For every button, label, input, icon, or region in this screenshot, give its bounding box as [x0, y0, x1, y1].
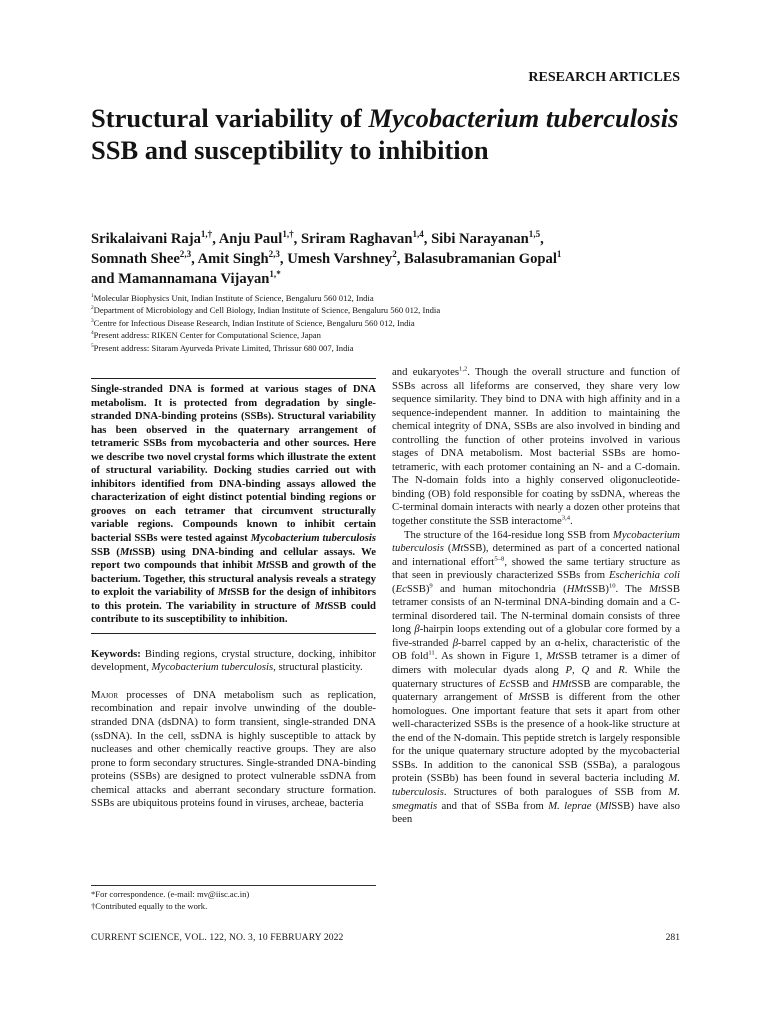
section-label: RESEARCH ARTICLES	[528, 70, 680, 85]
author-affiliation-mark: 1,5	[528, 229, 541, 240]
author-name: Balasubramanian Gopal	[404, 251, 557, 267]
affiliation-mark: 2	[91, 305, 94, 312]
affiliation-mark: 3	[91, 317, 94, 324]
affiliation-text: Present address: Sitaram Ayurveda Private Limited, Thrissur 680 007, India	[93, 342, 354, 353]
footnotes	[91, 885, 376, 912]
affiliation-line	[91, 317, 681, 329]
affiliation-line	[91, 304, 681, 316]
author-name: Somnath Shee	[91, 251, 180, 267]
article-title: Structural variability of Mycobacterium tuberculosis SSB and susceptibility to inhibition	[91, 103, 679, 165]
affiliation-text: Centre for Infectious Disease Research, Indian Institute of Science, Bengaluru 560 012, India	[93, 317, 415, 328]
author-affiliation-mark: 1	[556, 249, 562, 260]
affiliation-line	[91, 342, 681, 354]
author-separator: ,	[191, 251, 198, 267]
author-separator: ,	[279, 251, 288, 267]
affiliation-text: Department of Microbiology and Cell Biology, Indian Institute of Science, Bengaluru 560 012, India	[93, 305, 441, 316]
affiliation-mark: 5	[91, 342, 94, 349]
author-list	[91, 229, 681, 289]
footnote-correspondence: *For correspondence. (e-mail: mv@iisc.ac.in)	[91, 889, 250, 899]
author-affiliation-mark: 2,3	[268, 249, 280, 260]
keywords: Keywords: Binding regions, crystal structure, docking, inhibitor development, Mycobacterium tuberculosis, structural plasticity.	[91, 647, 376, 674]
affiliation-text: Molecular Biophysics Unit, Indian Institute of Science, Bengaluru 560 012, India	[93, 293, 374, 303]
right-column	[392, 366, 680, 827]
affiliations	[91, 292, 681, 354]
author-affiliation-mark: 1,†	[282, 229, 294, 240]
author-separator: ,	[423, 231, 432, 247]
affiliation-mark: 4	[91, 330, 94, 337]
author-separator: ,	[540, 231, 544, 247]
author-separator: ,	[396, 251, 405, 267]
abstract: Single-stranded DNA is formed at various stages of DNA metabolism. It is protected from degradation by single-stranded DNA-binding proteins (SSBs). Structural variability has been observed in the quaternary arrangement of tetrameric SSBs from mycobacteria and other sources. Here we describe two novel crystal forms which illustrate the extent of structural variability. Docking studies carried out with inhibitors identified from DNA-binding assays allowed the characterization of eight distinct potential binding regions or grooves on each tetramer that circumvent structurally variable regions. Compounds known to inhibit certain bacterial SSBs were tested against Mycobacterium tuberculosis SSB (MtSSB) using DNA-binding and cellular assays. We report two compounds that inhibit MtSSB and growth of the bacterium. Together, this structural analysis reveals a strategy to exploit the variability of MtSSB for the design of inhibitors to this protein. The variability in structure of MtSSB could contribute to its susceptibility to inhibition.	[91, 378, 376, 634]
author-affiliation-mark: 1,4	[412, 229, 424, 240]
author-affiliation-mark: 2	[392, 249, 397, 260]
body-paragraph-2: The structure of the 164-residue long SSB from Mycobacterium tuberculosis (MtSSB), determined as part of a concerted national and international effort$^{5-8}$, showed the same tertiary structure as that seen in previously characterized SSBs from Escherichia coli (EcSSB)$^9$ and human mitochondria (HMtSSB)$^{10}$. The MtSSB tetramer consists of an N-terminal DNA-binding domain and a C-terminal disordered tail. The N-terminal domain consists of three long β-hairpin loops extending out of a globular core formed by a five-stranded β-barrel capped by an α-helix, characteristic of the OB fold$^{11}$. As shown in Figure 1, MtSSB tetramer is a dimer of dimers with molecular dyads along P, Q and R. While the quaternary structures of EcSSB and HMtSSB are comparable, the quaternary arrangement of MtSSB is different from the other homologues. One important feature that sets it apart from other well-characterized SSBs is the presence of a hook-like structure at the end of the N-domain. This peptide stretch is largely responsible for the unique quaternary structure adopted by the mycobacterial SSBs. In addition to the canonical SSB (SSBa), a paralogous protein (SSBb) has been found in several bacteria including M. tuberculosis. Structures of both paralogues of SSB from M. smegmatis and that of SSBa from M. leprae (MlSSB) have also been	[392, 528, 681, 826]
author-affiliation-mark: 1,*	[269, 269, 281, 280]
author-separator: ,	[293, 231, 301, 247]
left-column	[91, 378, 376, 811]
author-name: Anju Paul	[218, 231, 283, 247]
affiliation-text: Present address: RIKEN Center for Computational Science, Japan	[93, 330, 321, 341]
body-paragraph-1: and eukaryotes$^{1,2}$. Though the overall structure and function of SSBs across all lifeforms are conserved, they share very low sequence similarity. They bind to DNA with high affinity and in a sequence-independent manner. In addition to maintaining the chemical integrity of DNA, SSBs are also involved in binding and controlling the function of other proteins involved in various stages of DNA metabolism. Most bacterial SSBs are homo-tetrameric, with each protomer containing an N- and a C-domain. The N-domain folds into a highly conserved oligonucleotide-binding (OB) fold responsible for coating by ssDNA, whereas the C-terminal domain interacts with nearly a dozen other proteins that together constitute the SSB interactome$^{3,4}$.	[392, 365, 680, 528]
author-name: and Mamannamana Vijayan	[91, 271, 270, 287]
author-affiliation-mark: 2,3	[179, 249, 192, 260]
affiliation-line	[91, 329, 681, 341]
author-name: Umesh Varshney	[287, 251, 393, 267]
author-name: Srikalaivani Raja	[91, 231, 201, 247]
journal-citation: CURRENT SCIENCE, VOL. 122, NO. 3, 10 FEBRUARY 2022	[91, 932, 344, 943]
author-separator: ,	[212, 231, 219, 247]
footnote-equal-contribution: †Contributed equally to the work.	[91, 900, 208, 911]
affiliation-mark: 1	[91, 293, 94, 300]
author-affiliation-mark: 1,†	[200, 229, 213, 240]
author-name: Sibi Narayanan	[431, 231, 529, 247]
page-number: 281	[665, 932, 680, 943]
affiliation-line	[91, 292, 681, 304]
author-name: Sriram Raghavan	[300, 231, 413, 247]
intro-paragraph: Major processes of DNA metabolism such as replication, recombination and repair involve unwinding of the double-stranded DNA (dsDNA) to form transient, single-stranded DNA (ssDNA). In the cell, ssDNA is highly susceptible to attack by nucleases and other chemically reactive groups. They are also prone to form secondary structures. Single-stranded DNA-binding proteins (SSBs) are designed to protect vulnerable ssDNA from chemical attacks and aberrant secondary structure formation. SSBs are ubiquitous proteins found in viruses, archeae, bacteria	[91, 688, 376, 810]
author-name: Amit Singh	[197, 251, 269, 267]
